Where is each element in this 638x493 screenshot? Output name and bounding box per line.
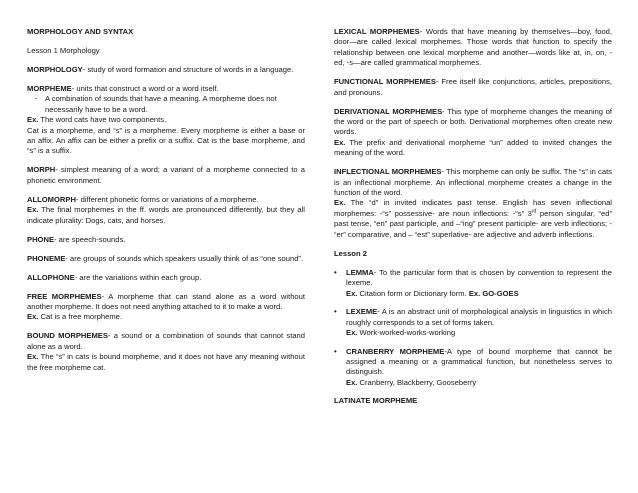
definition-bound-morphemes: BOUND MORPHEMES- a sound or a combination of sounds that cannot stand alone as a word. Ex. The “s” in cats is bound morpheme, and it does not have any meaning without the free morpheme cat. [27,331,305,372]
definition-morpheme: MORPHEME- units that construct a word or a word itself. - A combination of sounds that have a meaning. A morpheme does not necessarily have to be a word. Ex. The word cats have two components. Cat is a morpheme, and “s” is a morpheme. Every morpheme is either a base or an affix. An affix can be either a prefix or a suffix. Cat is the base morpheme, and “s” is a suffix. [27,84,305,156]
definition-phone: PHONE- are speech-sounds. [27,234,126,244]
definition-morphology: MORPHOLOGY- study of word formation and structure of words in a language. [27,65,294,74]
lesson-1-heading: Lesson 1 Morphology [27,46,100,55]
left-column [27,27,305,373]
right-column [334,27,612,415]
definition-allomorph: ALLOMORPH- different phonetic forms or variations of a morpheme. Ex. The final morphemes in the ff. words are pronounced differently, but they all indicate plurality: Dogs, cats, and horses. [27,194,305,225]
bullet-icon: • [334,346,337,356]
definition-inflectional-morphemes: INFLECTIONAL MORPHEMES- This morpheme can only be suffix. The “s” in cats is an inflectional morpheme. An inflectional morpheme creates a change in the function of the word. Ex. The “d” in invited indicates past tense. English has seven inflectional morphemes: -“s” possessive- are noun inflections: -“s” 3rd person singular, “ed” past tense, “en” past participle, and –“ing” present participle- are verb inflections; - “er” comparative, and – “est” superlative- are adjective and adverb inflections. [334,167,612,239]
definition-allophone: ALLOPHONE- are the variations within each group. [27,272,202,282]
definition-phoneme: PHONEME- are groups of sounds which speakers usually think of as “one sound”. [27,253,304,263]
bullet-cranberry-morpheme: • CRANBERRY MORPHEME-A type of bound morpheme that cannot be assigned a meaning or a grammatical function, but nonetheless serves to distinguish. Ex. Cranberry, Blackberry, Gooseberry [334,346,612,387]
lesson-2-heading: Lesson 2 [334,248,367,258]
morpheme-subpoint: - A combination of sounds that have a meaning. A morpheme does not necessarily have to be a word. [34,94,277,114]
bullet-lexeme: • LEXEME- A is an abstract unit of morphological analysis in linguistics in which roughly corresponds to a set of forms taken. Ex. Work-worked-works-working [334,307,612,337]
definition-morph: MORPH- simplest meaning of a word; a variant of a morpheme connected to a phonetic environment. [27,165,305,185]
document-title: MORPHOLOGY AND SYNTAX [27,27,134,36]
definition-functional-morphemes: FUNCTIONAL MORPHEMES- Free itself like conjunctions, articles, prepositions, and pronouns. [334,77,612,97]
definition-free-morphemes: FREE MORPHEMES- A morpheme that can stand alone as a word without another morpheme. It does not need anything attached to it to make a word. Ex. Cat is a free morpheme. [27,291,305,322]
bullet-icon: • [334,267,337,277]
latinate-morpheme-heading: LATINATE MORPHEME [334,396,418,406]
bullet-lemma: • LEMMA- To the particular form that is chosen by convention to represent the lexeme. Ex. Citation form or Dictionary form. Ex. GO-GOES [334,267,612,298]
definition-derivational-morphemes: DERIVATIONAL MORPHEMES- This type of morpheme changes the meaning of the word or the part of speech or both. Derivational morphemes often create new words. Ex. The prefix and derivational morpheme “un” added to invited changes the meaning of the word. [334,106,612,158]
bullet-icon: • [334,307,337,317]
definition-lexical-morphemes: LEXICAL MORPHEMES- Words that have meaning by themselves—boy, food, door—are called lexical morphemes. Those words that function to specify the relationship between one lexical morpheme and another—words like at, in, on, -ed, -s—are called grammatical morphemes. [334,27,613,68]
